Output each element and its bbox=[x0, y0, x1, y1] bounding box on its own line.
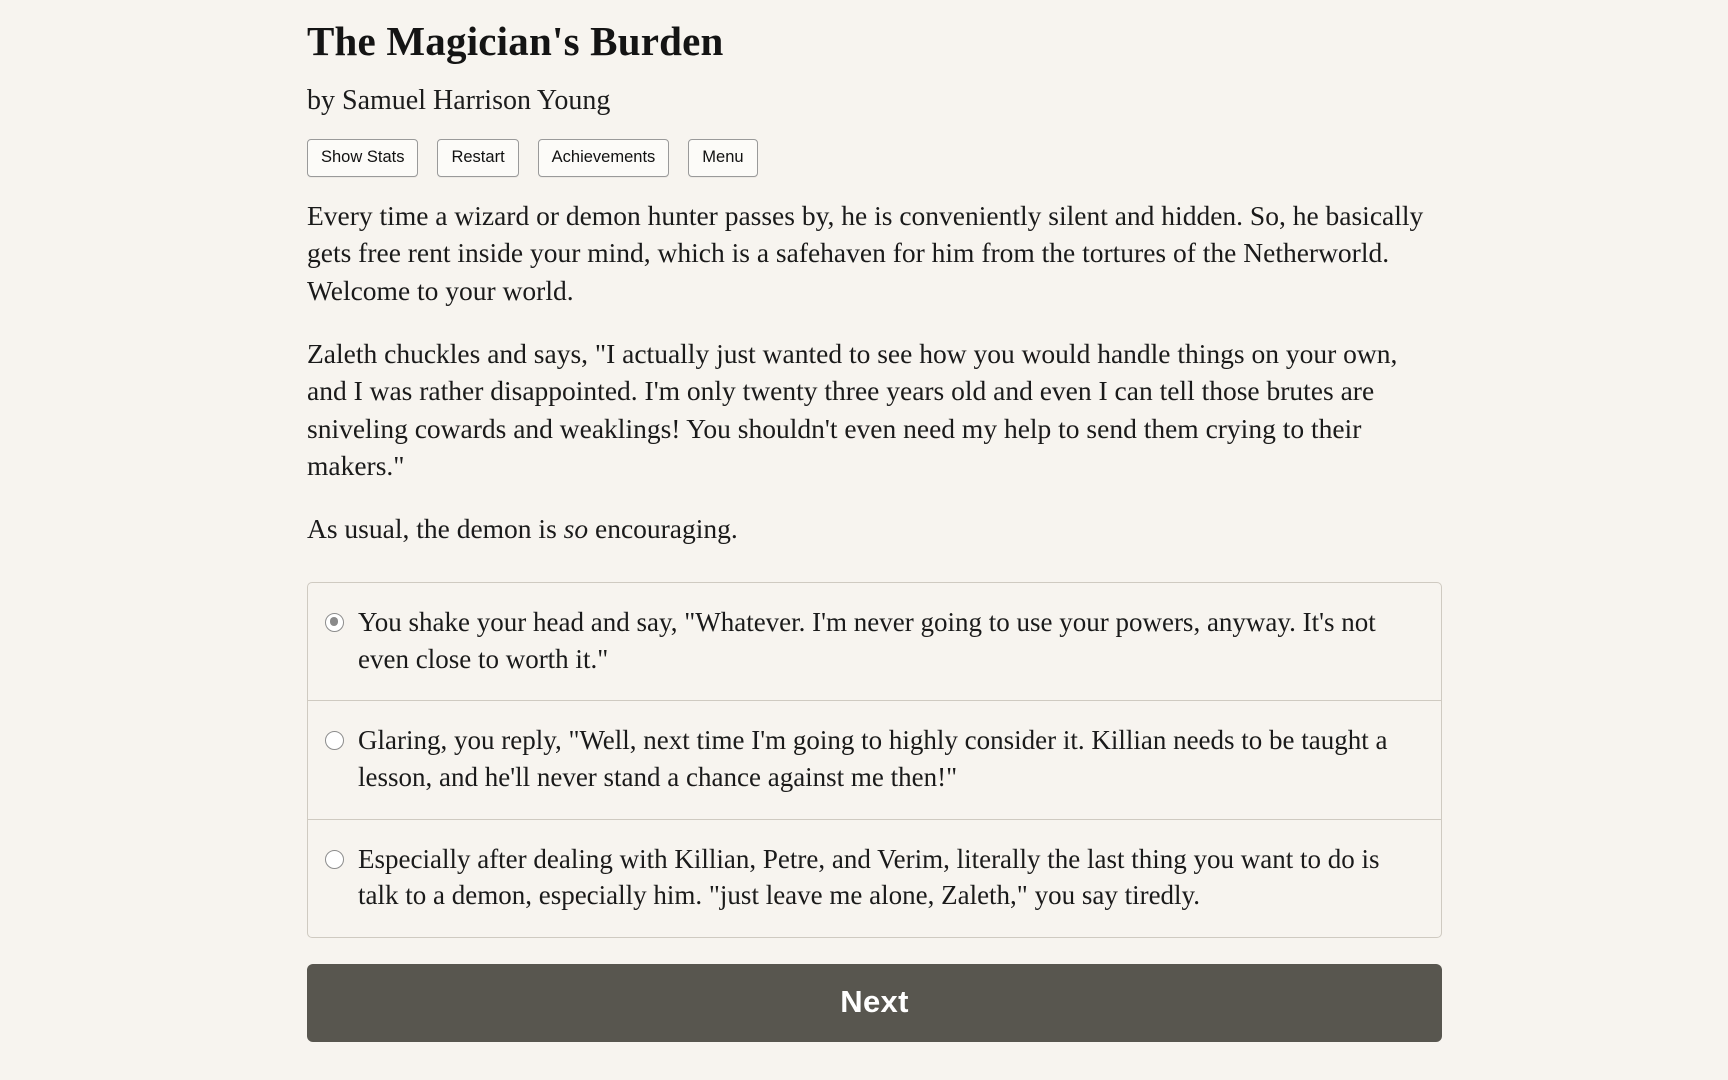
achievements-button[interactable]: Achievements bbox=[538, 139, 670, 177]
story-paragraph-3-tail: encouraging. bbox=[588, 513, 738, 545]
story-paragraph-3 bbox=[307, 510, 1442, 547]
choice-list bbox=[307, 582, 1442, 938]
restart-button[interactable]: Restart bbox=[437, 139, 518, 177]
radio-icon[interactable] bbox=[325, 613, 344, 632]
choice-label: Especially after dealing with Killian, Petre, and Verim, literally the last thing you want to do is talk to a demon, especially him. "just leave me alone, Zaleth," you say tiredly. bbox=[358, 843, 1380, 911]
toolbar bbox=[307, 139, 1442, 177]
menu-button[interactable]: Menu bbox=[688, 139, 757, 177]
radio-icon[interactable] bbox=[325, 731, 344, 750]
story-paragraph-3-lead: As usual, the demon is bbox=[307, 513, 564, 545]
story-container bbox=[307, 0, 1442, 1042]
choice-option-3[interactable] bbox=[308, 820, 1441, 937]
radio-icon[interactable] bbox=[325, 850, 344, 869]
choice-label: You shake your head and say, "Whatever. I'm never going to use your powers, anyway. It's not even close to worth it." bbox=[358, 606, 1376, 674]
story-paragraph-2: Zaleth chuckles and says, "I actually just wanted to see how you would handle things on your own, and I was rather disappointed. I'm only twenty three years old and even I can tell those brutes are sniveling cowards and weaklings! You shouldn't even need my help to send them crying to their makers." bbox=[307, 337, 1398, 482]
choice-label: Glaring, you reply, "Well, next time I'm going to highly consider it. Killian needs to be taught a lesson, and he'll never stand a chance against me then!" bbox=[358, 725, 1388, 793]
story-emphasis: so bbox=[563, 513, 589, 545]
page-title: The Magician's Burden bbox=[307, 18, 724, 64]
story-text bbox=[307, 197, 1442, 548]
author-byline: by Samuel Harrison Young bbox=[307, 85, 611, 117]
show-stats-button[interactable]: Show Stats bbox=[307, 139, 418, 177]
next-button[interactable]: Next bbox=[307, 964, 1442, 1042]
choice-option-1[interactable] bbox=[308, 583, 1441, 701]
story-paragraph-1: Every time a wizard or demon hunter passes by, he is conveniently silent and hidden. So, he basically gets free rent inside your mind, which is a safehaven for him from the tortures of the Netherworld. Welcome to your world. bbox=[307, 199, 1424, 306]
choice-option-2[interactable] bbox=[308, 701, 1441, 819]
